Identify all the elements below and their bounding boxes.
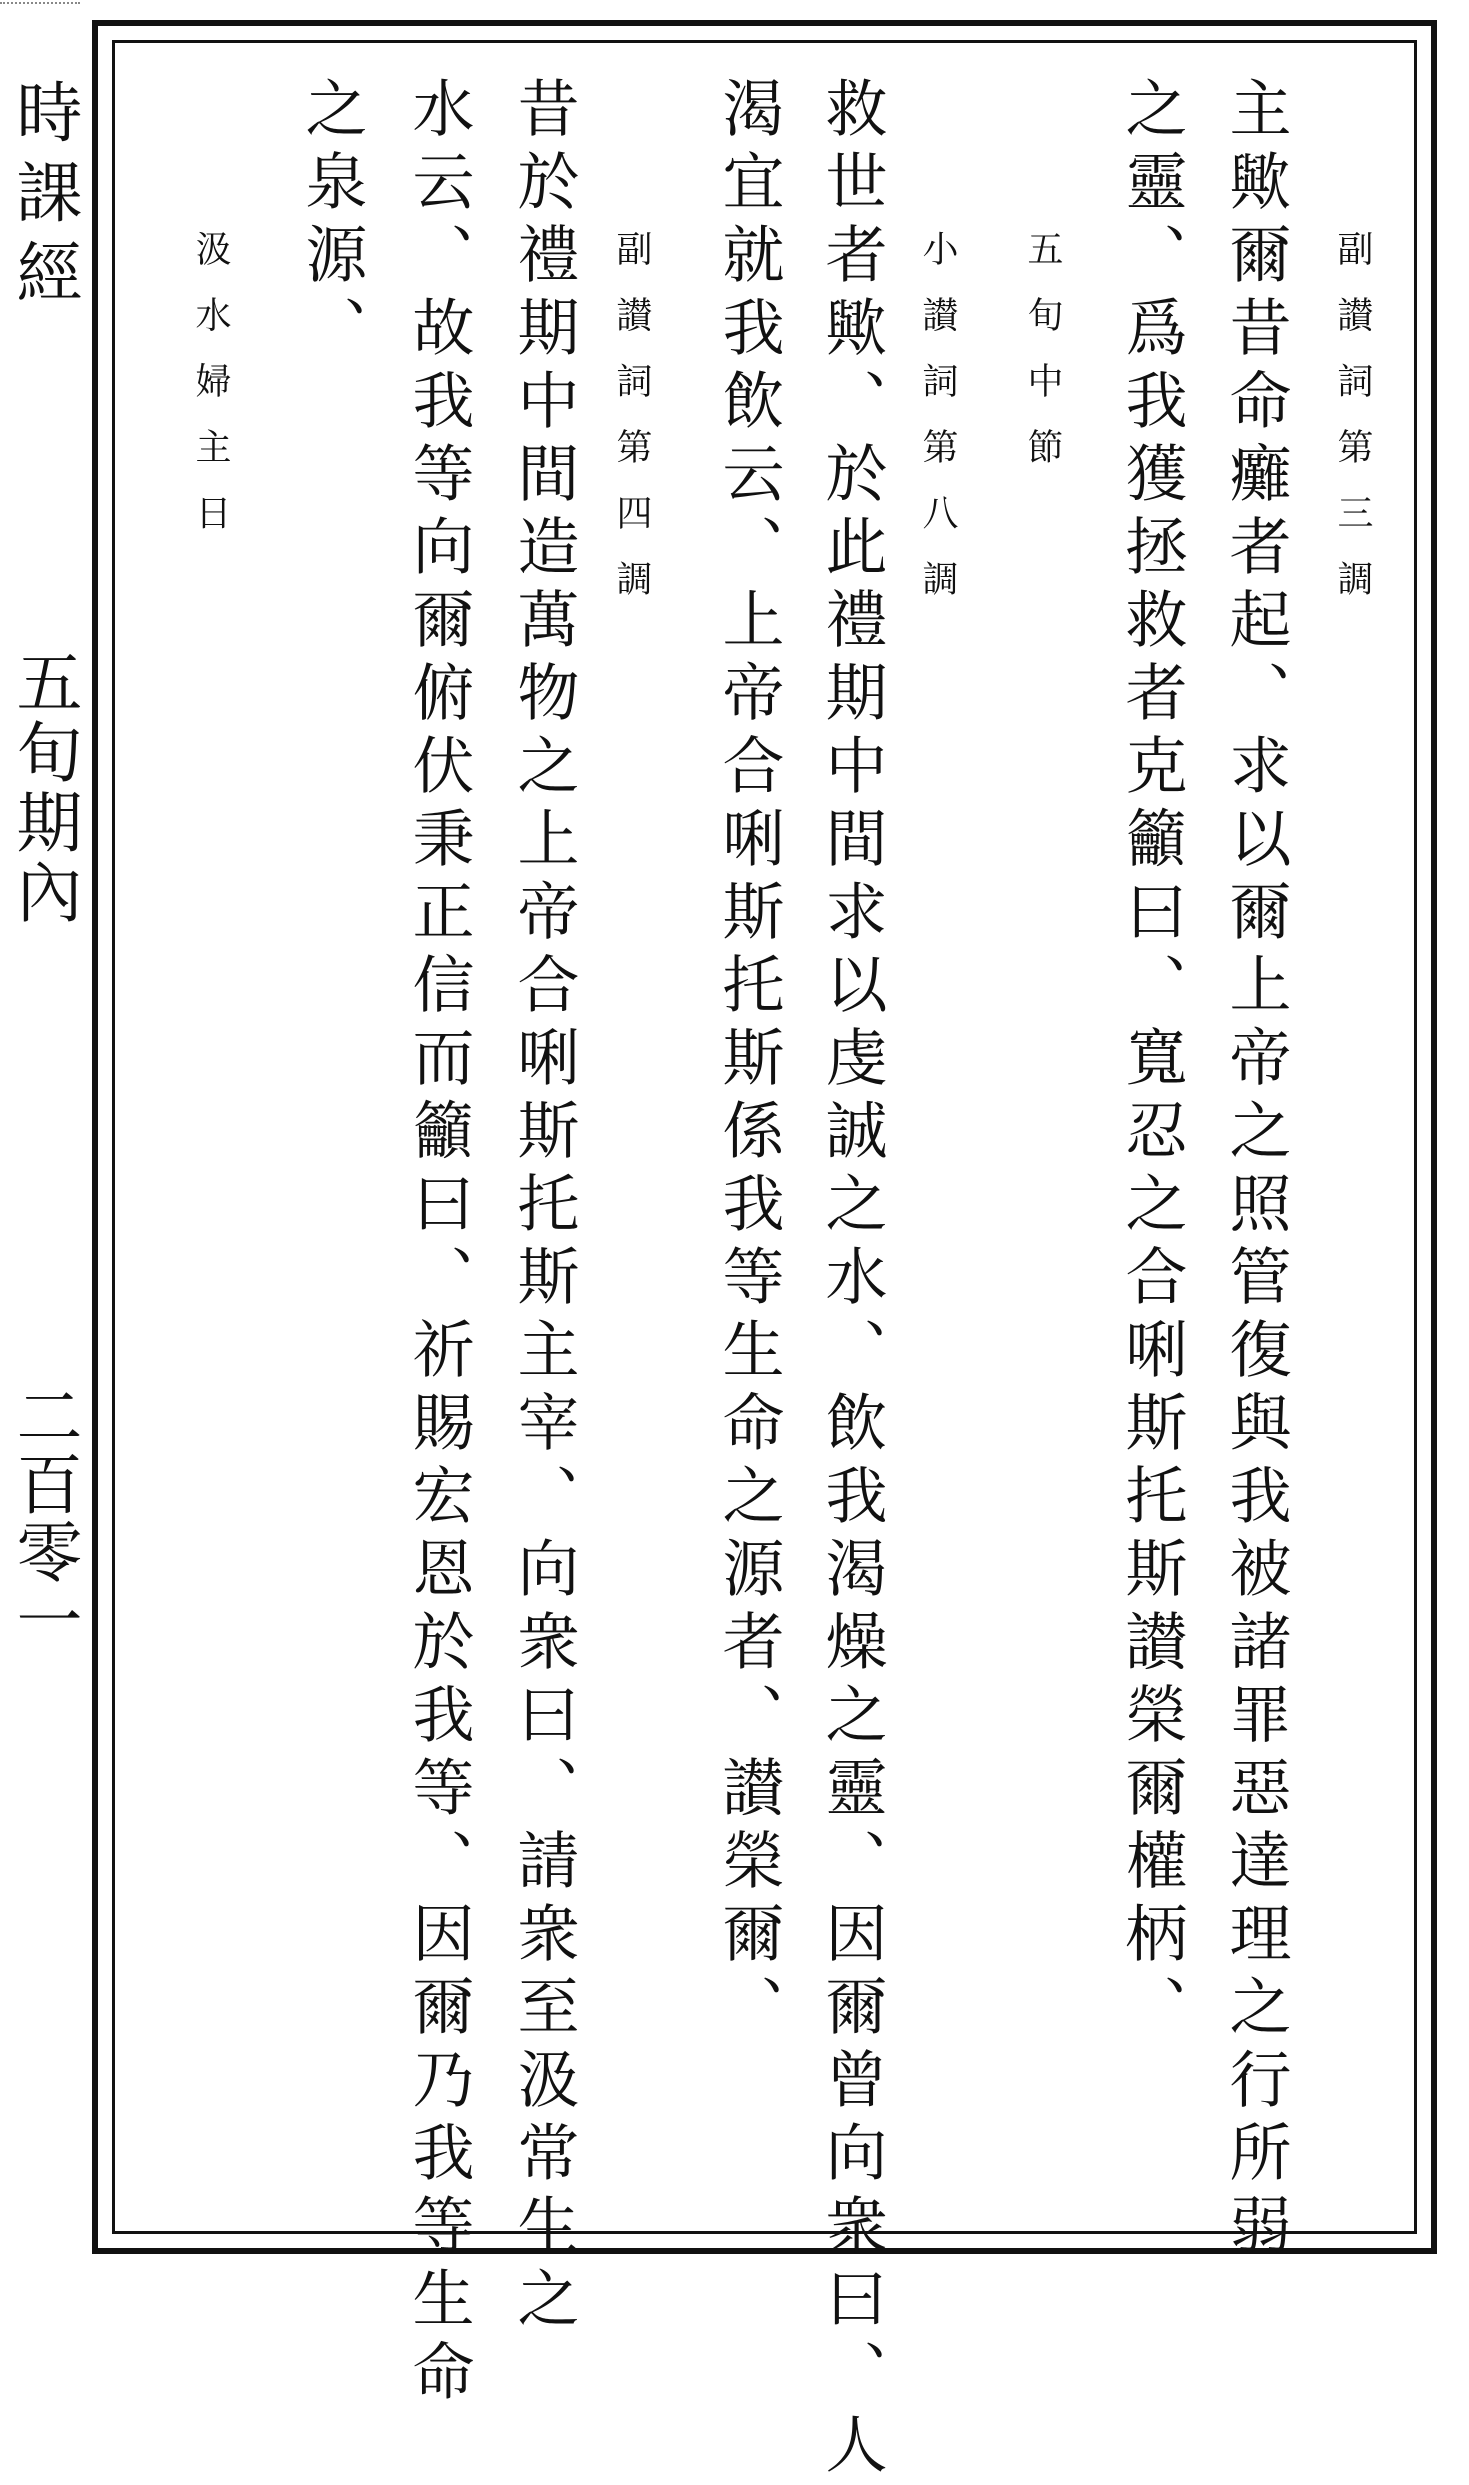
text-column-4: 渴宜就我飲云、上帝合唎斯托斯係我等生命之源者、讃榮爾、 (712, 76, 785, 2047)
heading-fu-zan-ci-4: 副讃詞第四調 (611, 230, 652, 626)
text-column-5: 昔於禮期中間造萬物之上帝合唎斯托斯主宰、向衆曰、請衆至汲常生之 (507, 76, 580, 2339)
text-column-7: 之泉源、 (295, 76, 368, 368)
heading-ji-shui-fu-zhu-ri: 汲水婦主日 (190, 230, 231, 560)
text-column-3: 救世者歟、於此禮期中間求以虔誠之水、飲我渴燥之靈、因爾曾向衆曰、人 (815, 76, 888, 2485)
text-column-1: 主歟爾昔命癱者起、求以爾上帝之照管復與我被諸罪惡達理之行所弱 (1219, 76, 1292, 2266)
running-title: 時課經 (5, 78, 82, 318)
running-section: 五旬期內 (5, 648, 82, 928)
heading-wu-xun-zhong-jie: 五旬中節 (1022, 230, 1063, 494)
margin-mark (0, 2, 80, 8)
heading-fu-zan-ci-3: 副讃詞第三調 (1332, 230, 1373, 626)
text-column-6: 水云、故我等向爾俯伏秉正信而籲曰、祈賜宏恩於我等、因爾乃我等生命 (402, 76, 475, 2412)
page-number: 二百零一 (5, 1382, 82, 1654)
heading-xiao-zan-ci-8: 小讃詞第八調 (917, 230, 958, 626)
text-column-2: 之靈、爲我獲拯救者克籲曰、寬忍之合唎斯托斯讃榮爾權柄、 (1115, 76, 1188, 2047)
